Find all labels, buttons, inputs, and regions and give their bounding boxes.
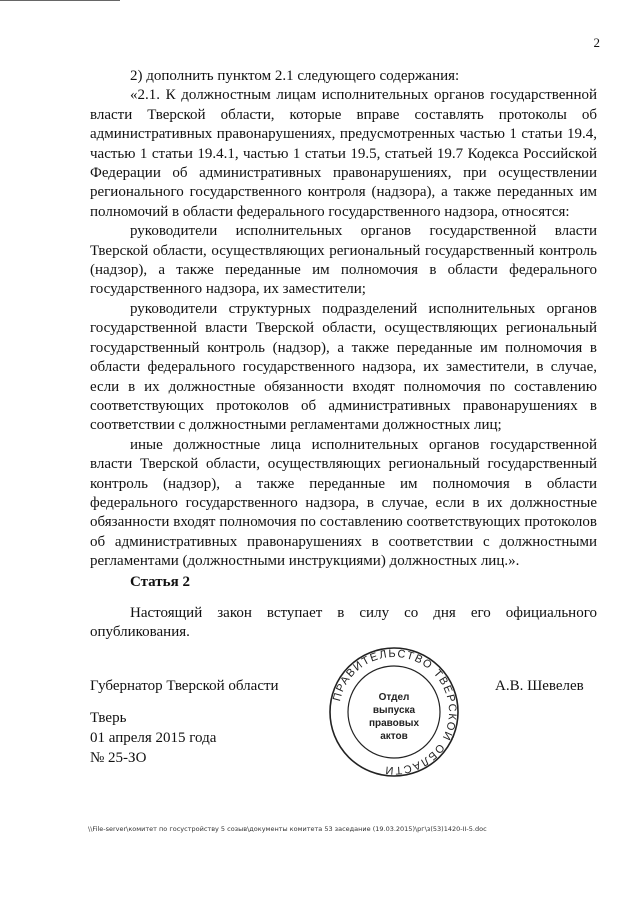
stamp-ring-text: ПРАВИТЕЛЬСТВО ТВЕРСКОЙ ОБЛАСТИ <box>331 647 459 777</box>
document-body <box>90 67 597 572</box>
signature-date: 01 апреля 2015 года <box>90 730 217 746</box>
stamp-line-1: Отдел <box>378 692 410 703</box>
article-text: Настоящий закон вступает в силу со дня его официального опубликования. <box>90 605 597 641</box>
stamp-line-2: выпуска <box>372 705 416 716</box>
paragraph-other-officials: иные должностные лица исполнительных органов государственной власти Тверской области, осуществляющих региональный государственный контроль (надзор), а также переданные им полномочия в области федерального государственного надзора, в случае, если в их должностные обязанности входят полномочия по составлению соответствующих протоколов об административных правонарушениях в соответствии с должностными регламентами (должностными инструкциями) должностных лиц.». <box>90 436 597 570</box>
law-number: № 25-ЗО <box>90 750 147 766</box>
footer-file-path: \\File-server\комитет по госустройству 5 созыв\документы комитета 53 заседание (19.03.2015)\рг\з(53)1420-II-5.doc <box>88 825 487 833</box>
page-number: 2 <box>593 35 600 50</box>
paragraph-clause-2-1: «2.1. К должностным лицам исполнительных органов государственной власти Тверской области, которые вправе составлять протоколы об административных правонарушениях, предусмотренных частью 1 статьи 19.4, частью 1 статьи 19.4.1, частью 1 статьи 19.5, статьей 19.7 Кодекса Российской Федерации об административных правонарушениях, при осуществлении регионального государственного контроля (надзора), а также переданных им полномочий в области федерального государственного надзора, относятся: <box>90 87 597 220</box>
paragraph-heads: руководители исполнительных органов государственной власти Тверской области, осуществляющих региональный государственный контроль (надзор), а также переданные им полномочия в области федерального государственного надзора, их заместители; <box>90 223 597 298</box>
paragraph-subdivision-heads: руководители структурных подразделений исполнительных органов государственной власти Тверской области, осуществляющих региональный государственный контроль (надзор), а также переданные им полномочия в области федерального государственного надзора, их заместители, в случае, если в их должностные обязанности входят полномочия по составлению соответствующих протоколов об административных правонарушениях в соответствии с должностными регламентами должностных лиц; <box>90 300 597 434</box>
paragraph-intro: 2) дополнить пунктом 2.1 следующего содержания: <box>130 68 460 84</box>
stamp-line-3: правовых <box>368 718 420 729</box>
signature-position: Губернатор Тверской области <box>90 678 279 694</box>
official-stamp <box>328 646 460 778</box>
stamp-line-4: актов <box>380 731 408 742</box>
top-rule <box>0 0 120 1</box>
signature-city: Тверь <box>90 710 127 726</box>
signature-name: А.В. Шевелев <box>495 678 584 694</box>
article-title: Статья 2 <box>130 574 190 590</box>
